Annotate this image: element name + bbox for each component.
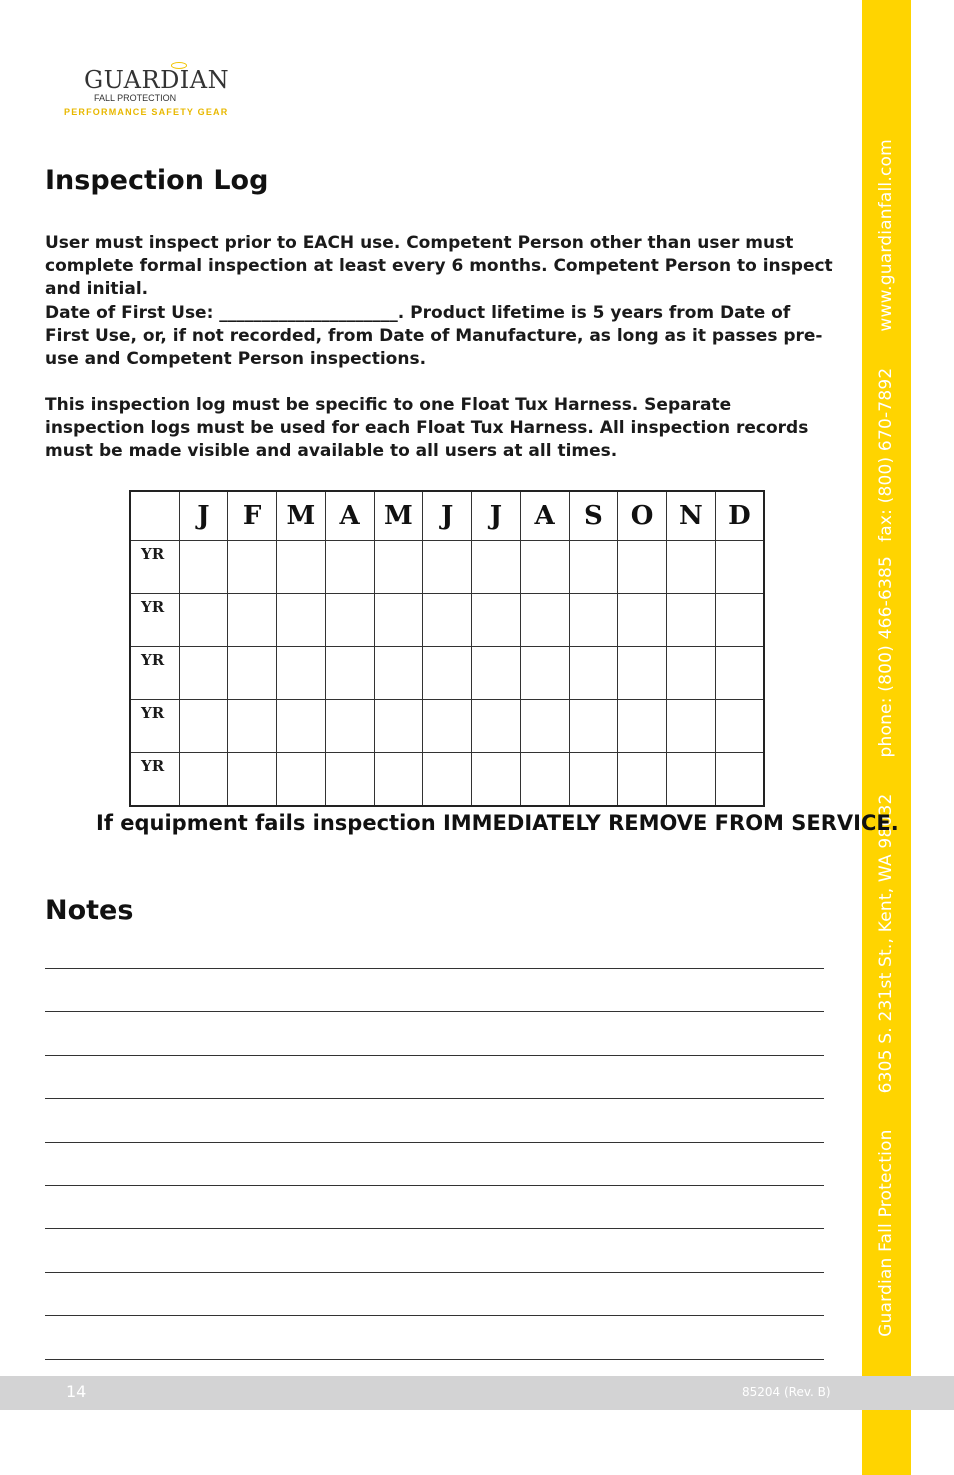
inspection-cell[interactable] — [179, 700, 228, 753]
inspection-cell[interactable] — [715, 700, 764, 753]
month-header: J — [179, 491, 228, 541]
month-header: F — [228, 491, 277, 541]
inspection-cell[interactable] — [423, 541, 472, 594]
inspection-cell[interactable] — [472, 700, 521, 753]
year-label[interactable]: YR — [130, 594, 179, 647]
month-header: A — [520, 491, 569, 541]
note-line[interactable] — [45, 1011, 824, 1012]
inspection-cell[interactable] — [325, 647, 374, 700]
logo-tagline: PERFORMANCE SAFETY GEAR — [64, 107, 229, 117]
page-number: 14 — [66, 1382, 87, 1401]
inspection-cell[interactable] — [472, 594, 521, 647]
note-line[interactable] — [45, 1315, 824, 1316]
inspection-cell[interactable] — [667, 594, 716, 647]
table-row — [130, 647, 764, 700]
contact-strip — [876, 139, 896, 1337]
inspection-cell[interactable] — [569, 647, 618, 700]
inspection-cell[interactable] — [277, 647, 326, 700]
inspection-cell[interactable] — [374, 700, 423, 753]
inspection-cell[interactable] — [715, 647, 764, 700]
table-row — [130, 541, 764, 594]
fax: fax: (800) 670-7892 — [876, 367, 896, 542]
table-row — [130, 753, 764, 807]
corner-cell — [130, 491, 179, 541]
inspection-cell[interactable] — [618, 753, 667, 807]
inspection-cell[interactable] — [325, 541, 374, 594]
inspection-cell[interactable] — [569, 753, 618, 807]
inspection-log-table — [129, 490, 765, 807]
month-header: M — [374, 491, 423, 541]
month-header: D — [715, 491, 764, 541]
month-header: A — [325, 491, 374, 541]
inspection-cell[interactable] — [325, 753, 374, 807]
inspection-cell[interactable] — [472, 753, 521, 807]
inspection-cell[interactable] — [228, 594, 277, 647]
inspection-cell[interactable] — [618, 700, 667, 753]
year-label[interactable]: YR — [130, 647, 179, 700]
inspection-cell[interactable] — [228, 753, 277, 807]
month-header: O — [618, 491, 667, 541]
inspection-cell[interactable] — [715, 753, 764, 807]
inspection-cell[interactable] — [715, 541, 764, 594]
inspection-cell[interactable] — [569, 541, 618, 594]
log-specific-paragraph: This inspection log must be specific to one Float Tux Harness. Separate inspection logs must be used for each Float Tux Harness. All inspection records must be made visible and available to all users at all times. — [45, 395, 809, 461]
inspection-cell[interactable] — [667, 541, 716, 594]
note-line[interactable] — [45, 1055, 824, 1056]
note-line[interactable] — [45, 1359, 824, 1360]
inspection-cell[interactable] — [374, 753, 423, 807]
notes-title: Notes — [45, 895, 134, 926]
inspection-cell[interactable] — [472, 541, 521, 594]
year-label[interactable]: YR — [130, 541, 179, 594]
inspection-cell[interactable] — [472, 647, 521, 700]
inspection-cell[interactable] — [520, 700, 569, 753]
inspection-cell[interactable] — [667, 700, 716, 753]
company-name: Guardian Fall Protection — [876, 1129, 896, 1337]
inspection-cell[interactable] — [374, 541, 423, 594]
document-id: 85204 (Rev. B) — [742, 1385, 831, 1399]
inspection-cell[interactable] — [520, 541, 569, 594]
year-label[interactable]: YR — [130, 700, 179, 753]
inspection-cell[interactable] — [277, 594, 326, 647]
inspection-cell[interactable] — [618, 541, 667, 594]
inspection-cell[interactable] — [179, 753, 228, 807]
inspection-cell[interactable] — [423, 753, 472, 807]
month-header: J — [472, 491, 521, 541]
inspection-cell[interactable] — [423, 594, 472, 647]
page-title: Inspection Log — [45, 165, 269, 196]
month-header: M — [277, 491, 326, 541]
inspection-cell[interactable] — [179, 541, 228, 594]
note-line[interactable] — [45, 1272, 824, 1273]
inspection-cell[interactable] — [423, 700, 472, 753]
inspection-cell[interactable] — [228, 647, 277, 700]
logo-subtitle: FALL PROTECTION — [94, 93, 177, 103]
note-line[interactable] — [45, 1142, 824, 1143]
address: 6305 S. 231st St., Kent, WA 98032 — [876, 793, 896, 1094]
inspection-cell[interactable] — [325, 700, 374, 753]
table-row — [130, 700, 764, 753]
inspection-cell[interactable] — [179, 594, 228, 647]
inspection-cell[interactable] — [618, 594, 667, 647]
inspection-cell[interactable] — [277, 541, 326, 594]
inspection-cell[interactable] — [228, 541, 277, 594]
inspection-cell[interactable] — [179, 647, 228, 700]
month-header: S — [569, 491, 618, 541]
guardian-logo — [64, 62, 234, 122]
logo-wordmark: GUARDIAN — [84, 66, 230, 94]
inspection-cell[interactable] — [277, 753, 326, 807]
phone: phone: (800) 466-6385 — [876, 555, 896, 758]
inspection-cell[interactable] — [569, 594, 618, 647]
note-line[interactable] — [45, 1185, 824, 1186]
first-use-paragraph: Date of First Use: _____________________. Product lifetime is 5 years from Date of First Use, or, if not recorded, from Date of Manufacture, as long as it passes pre-use and Competent Person inspections. — [45, 303, 823, 369]
note-line[interactable] — [45, 1228, 824, 1229]
note-line[interactable] — [45, 968, 824, 969]
note-line[interactable] — [45, 1098, 824, 1099]
month-header-row — [130, 491, 764, 541]
month-header: N — [667, 491, 716, 541]
table-row — [130, 594, 764, 647]
inspection-cell[interactable] — [520, 647, 569, 700]
fail-warning: If equipment fails inspection IMMEDIATELY REMOVE FROM SERVICE. — [96, 811, 899, 835]
inspection-cell[interactable] — [228, 700, 277, 753]
inspection-instructions: User must inspect prior to EACH use. Competent Person other than user must complete formal inspection at least every 6 months. Competent Person to inspect and initial. — [45, 233, 833, 299]
inspection-cell[interactable] — [715, 594, 764, 647]
inspection-cell[interactable] — [374, 594, 423, 647]
inspection-cell[interactable] — [277, 700, 326, 753]
inspection-cell[interactable] — [520, 753, 569, 807]
inspection-cell[interactable] — [569, 700, 618, 753]
month-header: J — [423, 491, 472, 541]
inspection-cell[interactable] — [618, 647, 667, 700]
inspection-cell[interactable] — [667, 647, 716, 700]
inspection-cell[interactable] — [423, 647, 472, 700]
website-link[interactable]: www.guardianfall.com — [876, 139, 896, 332]
inspection-cell[interactable] — [520, 594, 569, 647]
inspection-cell[interactable] — [374, 647, 423, 700]
inspection-cell[interactable] — [325, 594, 374, 647]
inspection-cell[interactable] — [667, 753, 716, 807]
year-label[interactable]: YR — [130, 753, 179, 807]
